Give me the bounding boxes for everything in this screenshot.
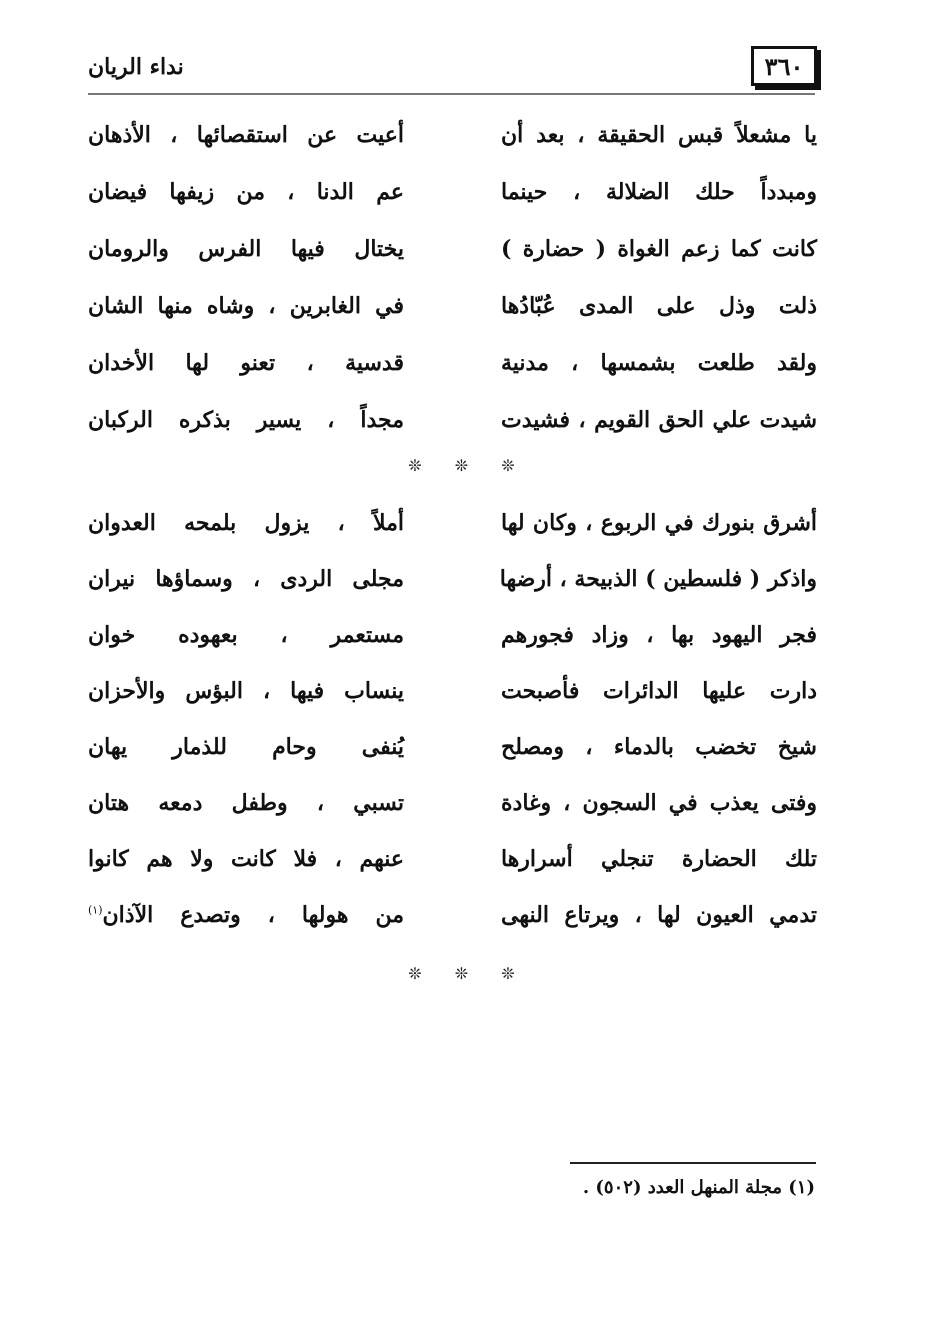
poem-line — [88, 350, 817, 390]
poem-line — [88, 236, 817, 276]
footnote: (١) مجلة المنهل العدد (٥٠٢) . — [582, 1177, 815, 1198]
first-hemistich: شيدت علي الحق القويم ، فشيدت — [501, 407, 817, 433]
footnote-marker[interactable]: (١) — [88, 903, 103, 917]
poem-line — [88, 179, 817, 219]
first-hemistich: ذلت وذل على المدى عُبّادُها — [501, 293, 817, 319]
stanza-separator: ❊ ❊ ❊ — [408, 964, 529, 983]
poem-line — [88, 122, 817, 162]
second-hemistich: يختال فيها الفرس والرومان — [88, 236, 404, 262]
footnote-divider — [570, 1162, 816, 1164]
page-number-box — [751, 46, 817, 86]
header-divider — [88, 93, 815, 95]
poem-line — [88, 902, 817, 942]
first-hemistich: ومبدداً حلك الضلالة ، حينما — [501, 179, 817, 205]
poem-line — [88, 510, 817, 550]
second-hemistich: تسبي ، وطفل دمعه هتان — [88, 790, 404, 816]
second-hemistich: مجلى الردى ، وسماؤها نيران — [88, 566, 404, 592]
first-hemistich: تلك الحضارة تنجلي أسرارها — [501, 846, 817, 872]
poem-line — [88, 846, 817, 886]
first-hemistich: دارت عليها الدائرات فأصبحت — [501, 678, 817, 704]
second-hemistich: أعيت عن استقصائها ، الأذهان — [88, 122, 404, 148]
second-hemistich: مجداً ، يسير بذكره الركبان — [88, 407, 404, 433]
stanza-separator: ❊ ❊ ❊ — [408, 456, 529, 475]
poem-line — [88, 678, 817, 718]
second-hemistich: في الغابرين ، وشاه منها الشان — [88, 293, 404, 319]
second-hemistich: مستعمر ، بعهوده خوان — [88, 622, 404, 648]
poem-line — [88, 566, 817, 606]
page-number: ٣٦٠ — [764, 51, 804, 81]
second-hemistich: ينساب فيها ، البؤس والأحزان — [88, 678, 404, 704]
first-hemistich: واذكر ( فلسطين ) الذبيحة ، أرضها — [499, 566, 817, 592]
first-hemistich: كانت كما زعم الغواة ( حضارة ) — [501, 236, 817, 262]
first-hemistich: وفتى يعذب في السجون ، وغادة — [501, 790, 817, 816]
poem-line — [88, 790, 817, 830]
poem-line — [88, 622, 817, 662]
poem-line — [88, 407, 817, 447]
second-hemistich-with-note — [88, 902, 404, 942]
second-hemistich: عم الدنا ، من زيفها فيضان — [88, 179, 404, 205]
poem-line — [88, 734, 817, 774]
second-hemistich: عنهم ، فلا كانت ولا هم كانوا — [88, 846, 404, 872]
first-hemistich: يا مشعلاً قبس الحقيقة ، بعد أن — [501, 122, 817, 148]
second-hemistich: قدسية ، تعنو لها الأخدان — [88, 350, 404, 376]
first-hemistich: شيخ تخضب بالدماء ، ومصلح — [501, 734, 817, 760]
running-title: نداء الريان — [88, 54, 184, 80]
first-hemistich: تدمي العيون لها ، ويرتاع النهى — [501, 902, 817, 928]
poem-line — [88, 293, 817, 333]
first-hemistich: ولقد طلعت بشمسها ، مدنية — [501, 350, 817, 376]
second-hemistich: من هولها ، وتصدع الآذان — [102, 902, 404, 928]
second-hemistich: يُنفى وحام للذمار يهان — [88, 734, 404, 760]
page-header — [88, 46, 817, 94]
second-hemistich: أملاً ، يزول بلمحه العدوان — [88, 510, 404, 536]
first-hemistich: أشرق بنورك في الربوع ، وكان لها — [501, 510, 817, 536]
first-hemistich: فجر اليهود بها ، وزاد فجورهم — [501, 622, 817, 648]
